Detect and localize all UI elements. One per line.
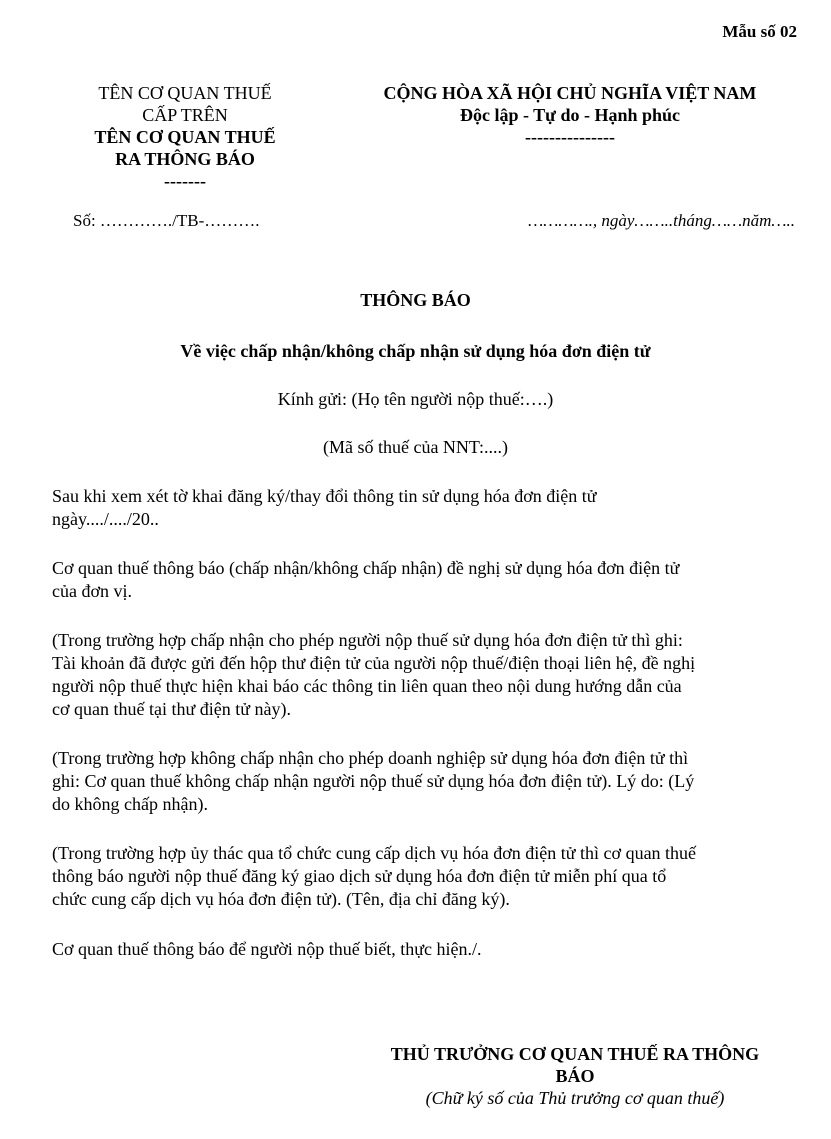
- form-number: Mẫu số 02: [722, 22, 797, 41]
- paragraph-line: của đơn vị.: [52, 581, 132, 601]
- paragraph-line: thông báo người nộp thuế đăng ký giao dịch sử dụng hóa đơn điện tử miễn phí qua tổ: [52, 866, 667, 886]
- paragraph-line: ngày..../..../20..: [52, 509, 159, 529]
- paragraph-line: Sau khi xem xét tờ khai đăng ký/thay đổi thông tin sử dụng hóa đơn điện tử: [52, 486, 597, 506]
- issuing-authority-header: [50, 82, 320, 192]
- paragraph-line: Tài khoản đã được gửi đến hộp thư điện tử của người nộp thuế/điện thoại liên hệ, đề nghị: [52, 653, 696, 673]
- superior-authority-line1: TÊN CƠ QUAN THUẾ: [98, 83, 272, 103]
- tax-code-line: (Mã số thuế của NNT:....): [322, 437, 509, 457]
- paragraph-line: do không chấp nhận).: [52, 794, 208, 814]
- issuing-authority-line2: RA THÔNG BÁO: [115, 149, 255, 169]
- paragraph-line: (Trong trường hợp ủy thác qua tổ chức cung cấp dịch vụ hóa đơn điện tử thì cơ quan thuế: [52, 843, 697, 863]
- recipient-line: Kính gửi: (Họ tên người nộp thuế:….): [277, 389, 554, 409]
- signatory-title-line2: BÁO: [555, 1066, 595, 1086]
- paragraph-line: Cơ quan thuế thông báo (chấp nhận/không chấp nhận) đề nghị sử dụng hóa đơn điện tử: [52, 558, 680, 578]
- national-motto: Độc lập - Tự do - Hạnh phúc: [459, 105, 681, 125]
- issuing-authority-line1: TÊN CƠ QUAN THUẾ: [94, 127, 276, 147]
- signature-note: (Chữ ký số của Thủ trưởng cơ quan thuế): [425, 1088, 725, 1108]
- date-line: …………., ngày……..tháng……năm…..: [528, 211, 795, 230]
- paragraph-delegated-case: [52, 842, 797, 911]
- signatory-title-line1: THỦ TRƯỞNG CƠ QUAN THUẾ RA THÔNG: [390, 1044, 760, 1064]
- national-header: [345, 82, 795, 148]
- right-header-divider: ---------------: [525, 127, 615, 147]
- paragraph-decision: [52, 557, 797, 603]
- paragraph-line: (Trong trường hợp chấp nhận cho phép người nộp thuế sử dụng hóa đơn điện tử thì ghi:: [52, 630, 683, 650]
- document-title: THÔNG BÁO: [360, 290, 471, 310]
- paragraph-line: Cơ quan thuế thông báo để người nộp thuế biết, thực hiện./.: [52, 939, 482, 959]
- paragraph-accepted-case: [52, 629, 797, 721]
- paragraph-line: chức cung cấp dịch vụ hóa đơn điện tử). (Tên, địa chỉ đăng ký).: [52, 889, 510, 909]
- left-header-divider: -------: [164, 171, 206, 191]
- country-name: CỘNG HÒA XÃ HỘI CHỦ NGHĨA VIỆT NAM: [383, 83, 757, 103]
- paragraph-rejected-case: [52, 747, 797, 816]
- superior-authority-line2: CẤP TRÊN: [142, 105, 228, 125]
- paragraph-line: ghi: Cơ quan thuế không chấp nhận người nộp thuế sử dụng hóa đơn điện tử). Lý do: (Lý: [52, 771, 695, 791]
- signature-block: [355, 1043, 795, 1109]
- paragraph-line: (Trong trường hợp không chấp nhận cho phép doanh nghiệp sử dụng hóa đơn điện tử thì: [52, 748, 689, 768]
- paragraph-closing: [52, 938, 797, 961]
- reference-number: Số: …………./TB-……….: [73, 211, 260, 230]
- paragraph-review: [52, 485, 797, 531]
- document-subtitle: Về việc chấp nhận/không chấp nhận sử dụng hóa đơn điện tử: [180, 341, 651, 361]
- paragraph-line: cơ quan thuế tại thư điện tử này).: [52, 699, 291, 719]
- paragraph-line: người nộp thuế thực hiện khai báo các thông tin liên quan theo nội dung hướng dẫn của: [52, 676, 682, 696]
